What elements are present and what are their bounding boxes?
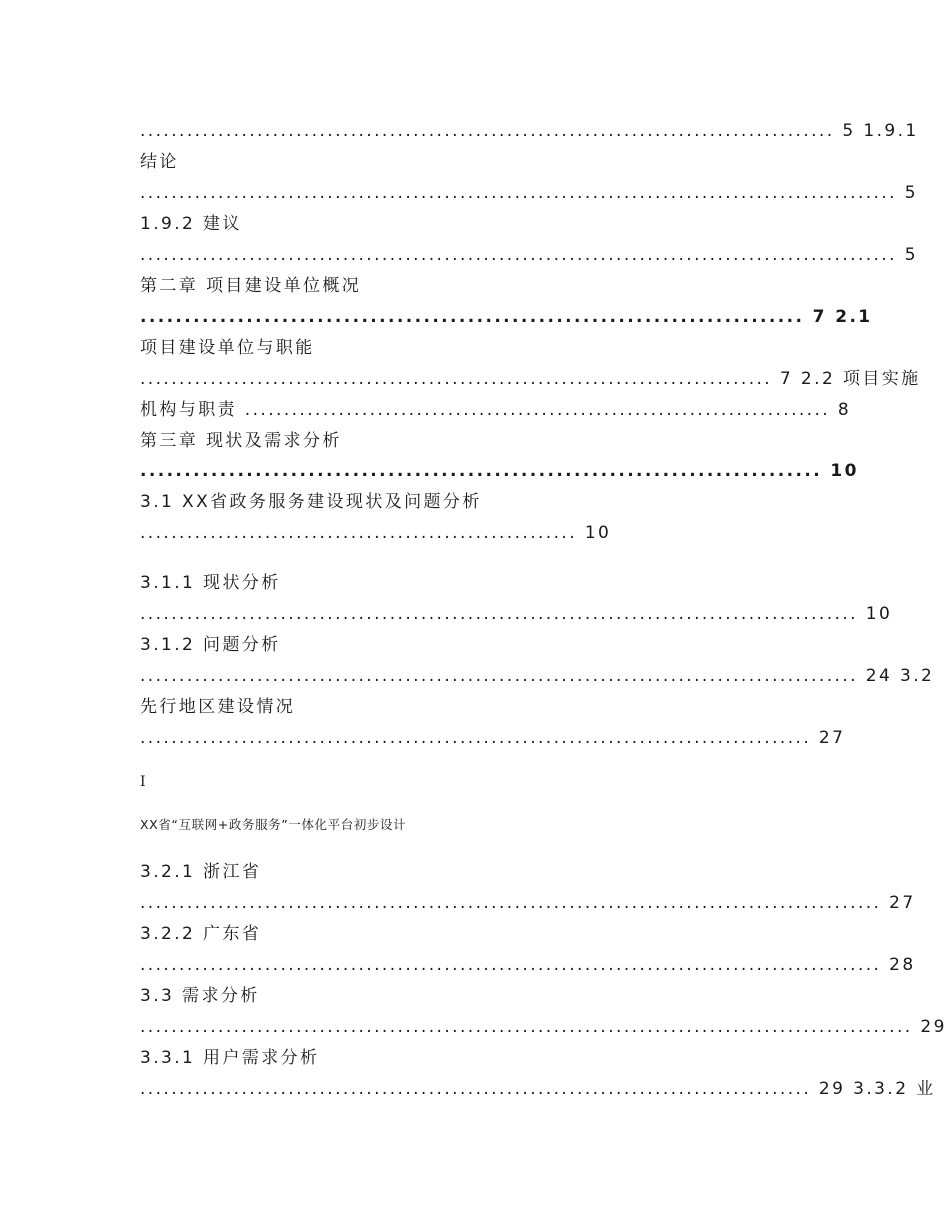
toc-line: 3.2.1 浙江省 — [140, 862, 262, 882]
toc-line: ...................................................................................... 29 3.3.2 业 — [140, 1079, 936, 1099]
toc-line: 项目建设单位与职能 — [140, 338, 315, 358]
toc-line: 先行地区建设情况 — [140, 697, 296, 717]
toc-line: 3.3 需求分析 — [140, 986, 260, 1006]
toc-line: 3.3.1 用户需求分析 — [140, 1048, 320, 1068]
toc-line: ........................................................................... 7 2.1 — [140, 307, 873, 327]
toc-line: 第三章 现状及需求分析 — [140, 431, 342, 451]
toc-line: 3.2.2 广东省 — [140, 924, 262, 944]
toc-line: ............................................................................................ 24 3.2 — [140, 666, 935, 686]
toc-line: ................................................................................................... 29 — [140, 1017, 947, 1037]
toc-line: ................................................................................................. 5 — [140, 245, 918, 265]
toc-line: ............................................................................................... 28 — [140, 955, 916, 975]
toc-line: 结论 — [140, 152, 179, 172]
toc-line: ............................................................................................ 10 — [140, 604, 893, 624]
toc-line: ...................................................................................... 27 — [140, 728, 846, 748]
toc-line: 第二章 项目建设单位概况 — [140, 276, 362, 296]
toc-line: 1.9.2 建议 — [140, 214, 242, 234]
page-number: I — [140, 774, 146, 790]
toc-line: ............................................................................. 10 — [140, 461, 859, 481]
toc-line: ........................................................ 10 — [140, 523, 612, 543]
toc-line: 3.1 XX省政务服务建设现状及问题分析 — [140, 492, 482, 512]
toc-line: ......................................................................................... 5 1.9.1 — [140, 121, 919, 141]
running-header: XX省“互联网+政务服务”一体化平台初步设计 — [140, 817, 407, 832]
toc-line: ................................................................................. 7 2.2 项目实施 — [140, 369, 921, 389]
toc-line: 3.1.2 问题分析 — [140, 635, 281, 655]
toc-line: 机构与职责 ........................................................................... 8 — [140, 400, 852, 420]
toc-line: ............................................................................................... 27 — [140, 893, 916, 913]
toc-line: 3.1.1 现状分析 — [140, 573, 281, 593]
toc-line: ................................................................................................. 5 — [140, 183, 918, 203]
